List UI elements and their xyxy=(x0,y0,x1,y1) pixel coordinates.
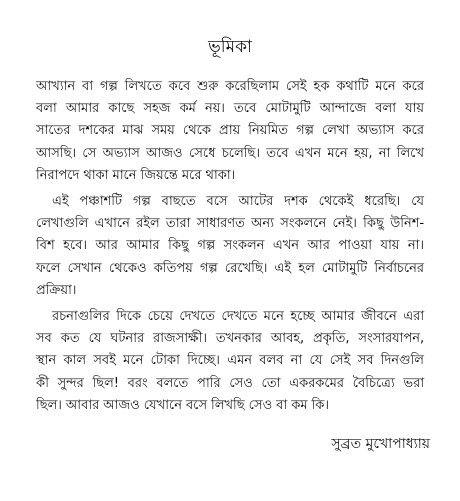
text-line: বিশ হবে। আর আমার কিছু গল্প সংকলন এখন আর পাওয়া যায় না। xyxy=(36,238,424,254)
text-line: প্রক্রিয়া। xyxy=(36,282,77,298)
text-line: আসছি। সে অভ্যাস আজও সেধে চলেছি। তবে এখন মনে হয়, না লিখে xyxy=(36,145,424,161)
paragraph-1 xyxy=(36,76,424,187)
text-line: বলা আমার কাছে সহজ কর্ম নয়। তবে মোটামুটি আন্দাজে বলা যায় xyxy=(36,101,424,117)
paragraph-3 xyxy=(36,306,424,417)
page-title: ভূমিকা xyxy=(208,37,252,57)
text-line: স্থান কাল সবই মনে টোকা দিচ্ছে। এমন বলব না যে সেই সব দিনগুলি xyxy=(36,353,424,369)
text-line: এই পঞ্চাশটি গল্প বাছতে বসে আটের দশক থেকেই ধরেছি। যে xyxy=(52,194,424,210)
text-line: আখ্যান বা গল্প লিখতে কবে শুরু করেছিলাম সেই হক কথাটি মনে করে xyxy=(36,79,424,94)
text-line: ছিল। আবার আজও যেখানে বসে লিখছি সেও বা কম কি। xyxy=(36,397,329,413)
preface-body xyxy=(36,76,424,417)
text-line: সব কত যে ঘটনার রাজসাক্ষী। তখনকার আবহ, প্রকৃতি, সংসারযাপন, xyxy=(36,331,424,347)
paragraph-2 xyxy=(36,191,424,302)
text-line: সাতের দশকের মাঝ সময় থেকে প্রায় নিয়মিত গল্প লেখা অভ্যাস করে xyxy=(36,123,424,139)
text-line: লেখাগুলি এখানে রইল তারা সাধারণত অন্য সংকলনে নেই। কিছু উনিশ- xyxy=(36,216,424,232)
text-line: কী সুন্দর ছিল! বরং বলতে পারি সেও তো একরকমের বৈচিত্র্যে ভরা xyxy=(36,375,424,391)
author-signature: সুব্রত মুখোপাধ্যায় xyxy=(331,436,430,452)
text-line: ফলে সেখান থেকেও কতিপয় গল্প রেখেছি। এই হল মোটামুটি নির্বাচনের xyxy=(36,260,424,276)
text-line: রচনাগুলির দিকে চেয়ে দেখতে দেখতে মনে হচ্ছে আমার জীবনে এরা xyxy=(52,309,424,325)
text-line: নিরাপদে থাকা মানে জিয়ন্তে মরে থাকা। xyxy=(36,167,236,183)
